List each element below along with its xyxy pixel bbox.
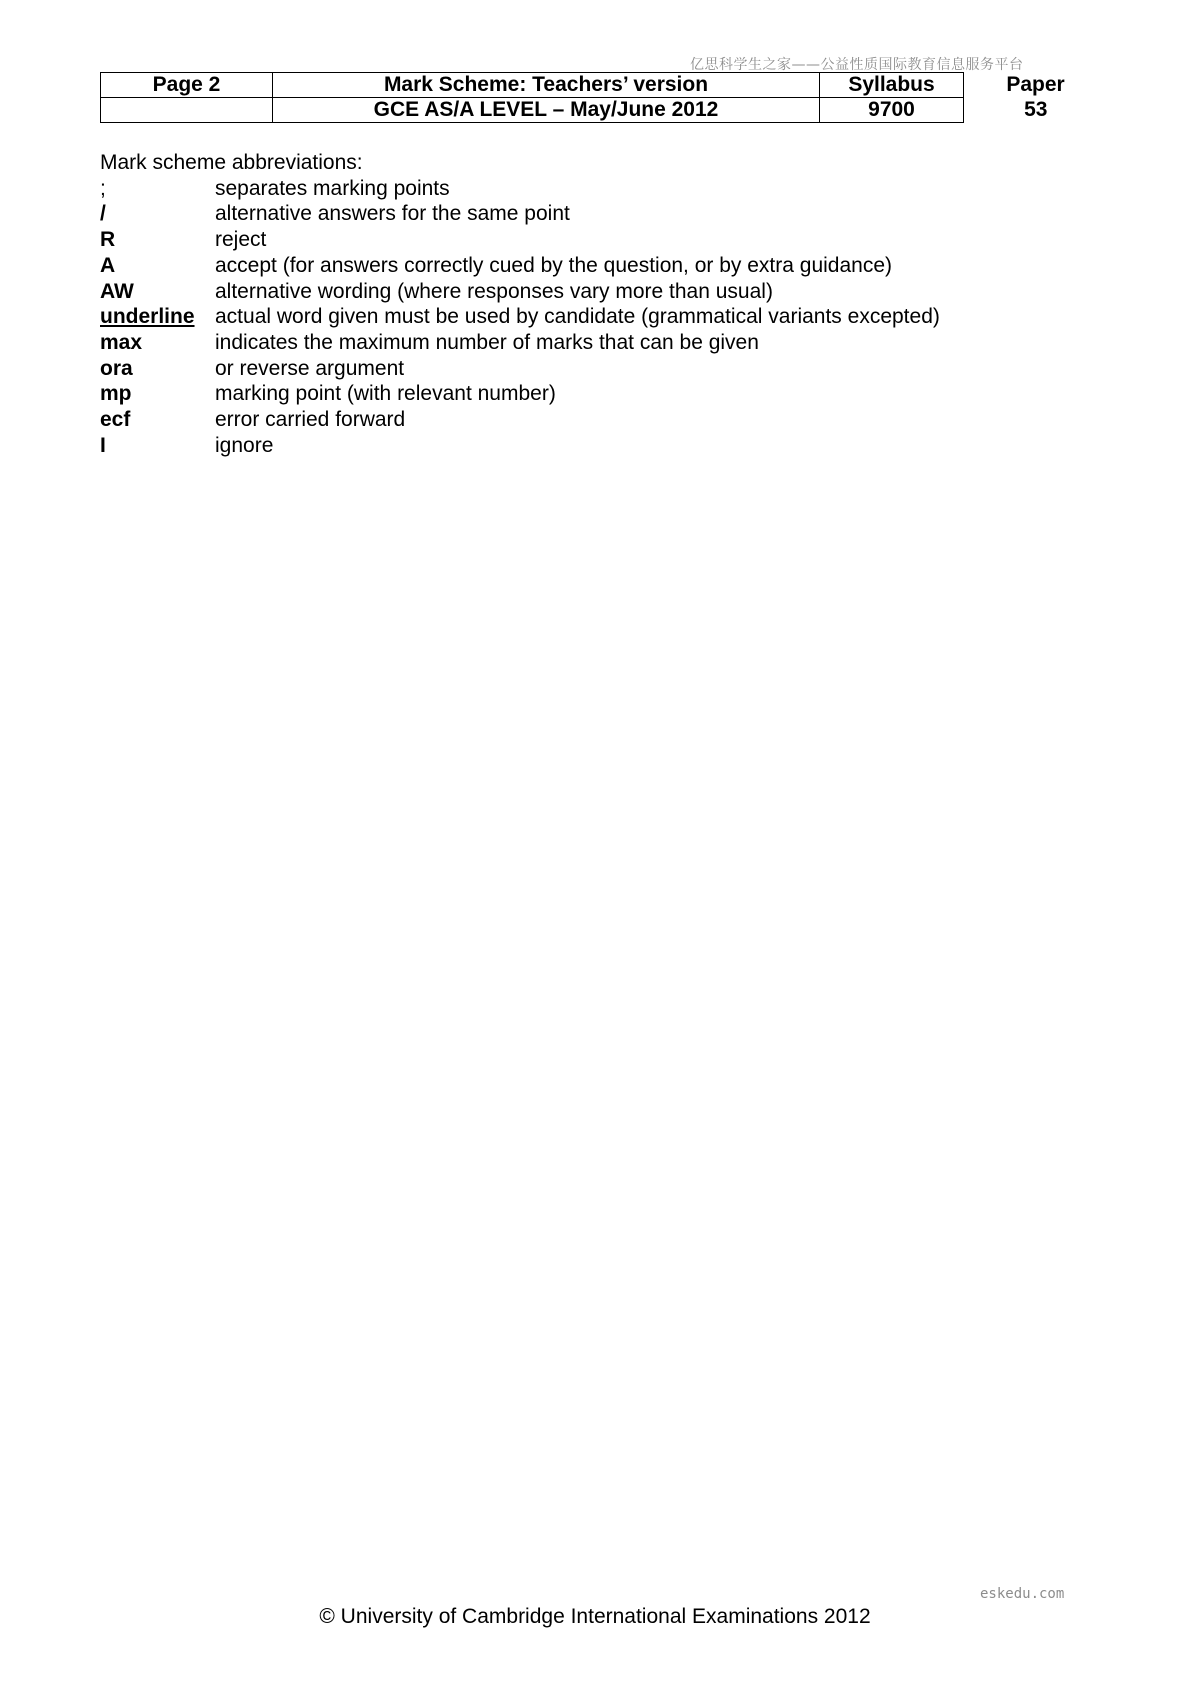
abbreviation-description: separates marking points bbox=[215, 176, 450, 200]
abbreviation-row bbox=[100, 356, 940, 382]
abbreviation-description: actual word given must be used by candidate (grammatical variants excepted) bbox=[215, 305, 940, 329]
abbreviation-key: max bbox=[100, 330, 143, 354]
abbreviation-row bbox=[100, 279, 940, 305]
abbreviation-description: alternative wording (where responses vary more than usual) bbox=[215, 279, 773, 303]
abbreviation-row bbox=[100, 176, 940, 202]
watermark-top: 亿思科学生之家——公益性质国际教育信息服务平台 bbox=[690, 57, 1024, 73]
paper-number: 53 bbox=[1024, 98, 1048, 121]
paper-label: Paper bbox=[1006, 73, 1065, 96]
watermark-bottom: eskedu.com bbox=[980, 1586, 1065, 1602]
abbreviation-key: ecf bbox=[100, 408, 131, 432]
document-title: Mark Scheme: Teachers’ version bbox=[273, 73, 820, 98]
abbreviation-description: indicates the maximum number of marks that can be given bbox=[215, 330, 759, 354]
abbreviation-row bbox=[100, 304, 940, 330]
abbreviation-key: R bbox=[100, 228, 116, 252]
abbreviation-key: / bbox=[100, 202, 106, 226]
page-header-table bbox=[100, 72, 1108, 123]
abbreviation-description: ignore bbox=[215, 433, 274, 457]
abbreviation-key: underline bbox=[100, 305, 195, 329]
abbreviation-key: ora bbox=[100, 356, 133, 380]
copyright-footer: © University of Cambridge International Examinations 2012 bbox=[319, 1605, 871, 1628]
abbreviation-key: A bbox=[100, 253, 116, 277]
abbreviation-description: accept (for answers correctly cued by the question, or by extra guidance) bbox=[215, 253, 893, 277]
abbreviations-section bbox=[100, 150, 940, 458]
abbreviation-key: AW bbox=[100, 279, 134, 303]
syllabus-label: Syllabus bbox=[820, 73, 964, 98]
abbreviation-row bbox=[100, 330, 940, 356]
empty-cell bbox=[101, 98, 273, 123]
abbreviation-description: alternative answers for the same point bbox=[215, 202, 570, 226]
abbreviation-description: error carried forward bbox=[215, 408, 406, 432]
abbreviations-heading: Mark scheme abbreviations: bbox=[100, 151, 363, 174]
abbreviation-description: reject bbox=[215, 228, 267, 252]
abbreviation-row bbox=[100, 381, 940, 407]
abbreviation-row bbox=[100, 227, 940, 253]
abbreviation-row bbox=[100, 407, 940, 433]
syllabus-code: 9700 bbox=[820, 98, 964, 123]
abbreviation-key: I bbox=[100, 433, 106, 457]
exam-session: GCE AS/A LEVEL – May/June 2012 bbox=[273, 98, 820, 123]
abbreviation-row bbox=[100, 433, 940, 459]
abbreviation-description: or reverse argument bbox=[215, 356, 405, 380]
abbreviation-key: mp bbox=[100, 382, 132, 406]
abbreviation-row bbox=[100, 201, 940, 227]
abbreviation-description: marking point (with relevant number) bbox=[215, 382, 556, 406]
abbreviation-row bbox=[100, 253, 940, 279]
abbreviation-key: ; bbox=[100, 176, 106, 200]
header-row-1 bbox=[101, 73, 1108, 98]
header-row-2 bbox=[101, 98, 1108, 123]
page-number: Page 2 bbox=[101, 73, 273, 98]
